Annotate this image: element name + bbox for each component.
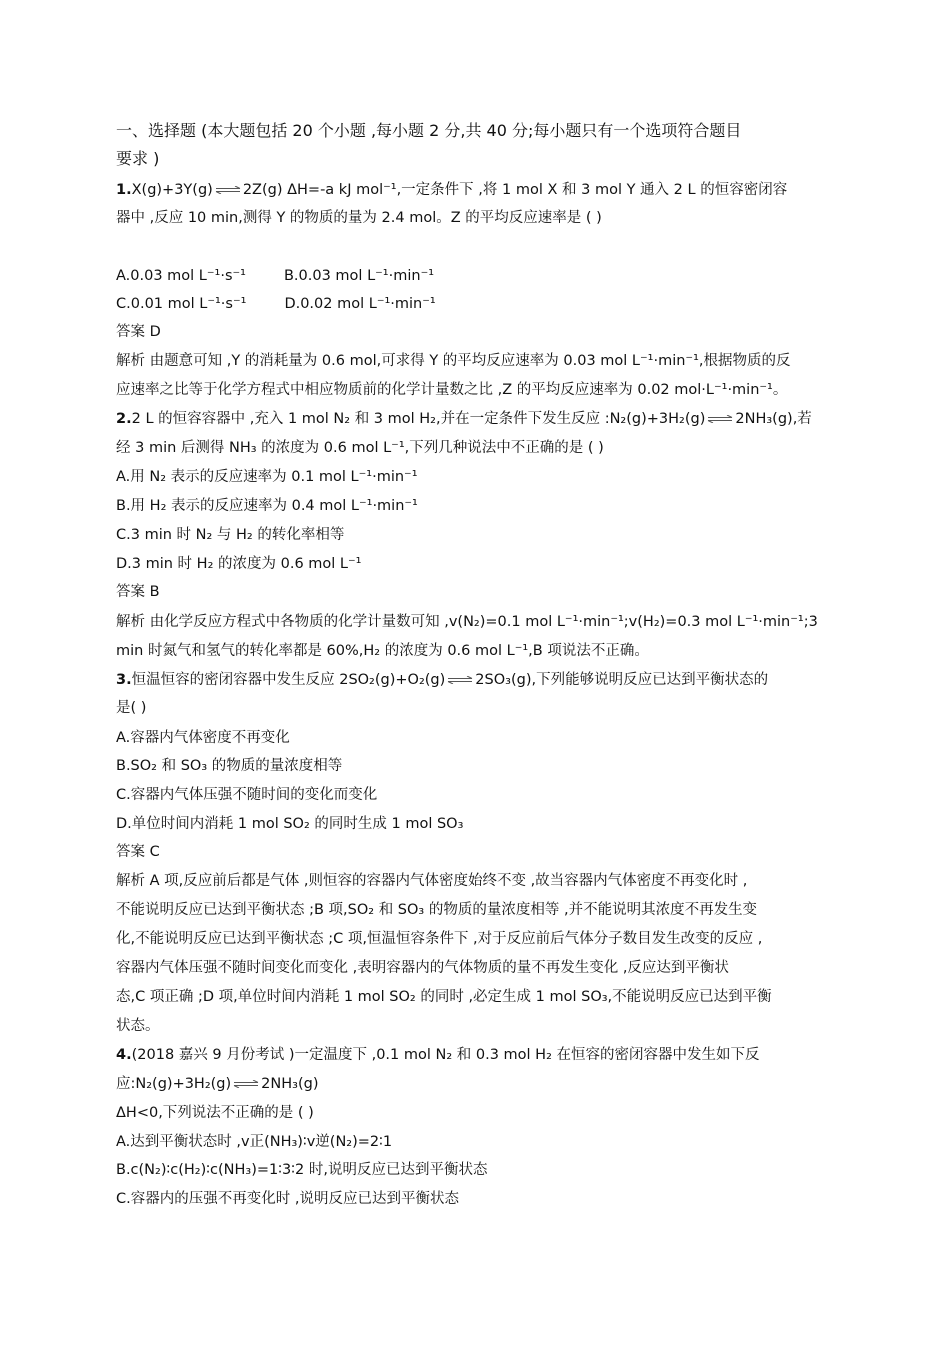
q1-option-d: D.0.02 mol L⁻¹·min⁻¹: [284, 296, 436, 312]
q4-stem-line3: ΔH<0,下列说法不正确的是 ( ): [116, 1105, 314, 1121]
q2-explanation-line2: min 时氮气和氢气的转化率都是 60%,H₂ 的浓度为 0.6 mol L⁻¹,B 项说法不正确。: [116, 643, 649, 659]
q4-option-c: C.容器内的压强不再变化时 ,说明反应已达到平衡状态: [116, 1191, 459, 1207]
q2-stem-part-a: 2 L 的恒容容器中 ,充入 1 mol N₂ 和 3 mol H₂,并在一定条件下发生反应 :N₂(g)+3H₂(g): [131, 411, 706, 427]
q1-option-a: A.0.03 mol L⁻¹·s⁻¹: [116, 268, 246, 284]
q2-stem-line2: 经 3 min 后测得 NH₃ 的浓度为 0.6 mol L⁻¹,下列几种说法中不正确的是 ( ): [116, 440, 604, 456]
equilibrium-arrow-icon: [447, 676, 473, 684]
q1-option-b: B.0.03 mol L⁻¹·min⁻¹: [283, 268, 435, 284]
equilibrium-arrow-icon: [233, 1080, 259, 1088]
q3-explanation-line6: 状态。: [116, 1018, 160, 1034]
q4-number: 4.: [116, 1047, 132, 1063]
q4-stem-part: (2018 嘉兴 9 月份考试 )一定温度下 ,0.1 mol N₂ 和 0.3 mol H₂ 在恒容的密闭容器中发生如下反: [131, 1047, 760, 1063]
q3-option-a: A.容器内气体密度不再变化: [116, 730, 290, 746]
q2-number: 2.: [116, 411, 132, 427]
q4-option-a: A.达到平衡状态时 ,v正(NH₃)∶v逆(N₂)=2∶1: [116, 1134, 393, 1150]
q2-answer: 答案 B: [116, 584, 160, 600]
q1-explanation-line1: 解析 由题意可知 ,Y 的消耗量为 0.6 mol,可求得 Y 的平均反应速率为 0.03 mol L⁻¹·min⁻¹,根据物质的反: [116, 353, 791, 369]
section-header-line1: 一、选择题 (本大题包括 20 个小题 ,每小题 2 分,共 40 分;每小题只有一个选项符合题目: [116, 121, 742, 140]
q1-stem-line2: 器中 ,反应 10 min,测得 Y 的物质的量为 2.4 mol。Z 的平均反应速率是 ( ): [116, 210, 602, 226]
q1-explanation-line2: 应速率之比等于化学方程式中相应物质前的化学计量数之比 ,Z 的平均反应速率为 0.02 mol·L⁻¹·min⁻¹。: [116, 382, 788, 398]
q4-stem-line1: [116, 1045, 760, 1065]
q3-explanation-line5: 态,C 项正确 ;D 项,单位时间内消耗 1 mol SO₂ 的同时 ,必定生成 1 mol SO₃,不能说明反应已达到平衡: [116, 989, 772, 1005]
q4-stem2-part-a: 应:N₂(g)+3H₂(g): [116, 1076, 232, 1092]
q1-stem-line1: [116, 180, 787, 200]
q3-explanation-line4: 容器内气体压强不随时间变化而变化 ,表明容器内的气体物质的量不再发生变化 ,反应达到平衡状: [116, 960, 729, 976]
q2-option-d: D.3 min 时 H₂ 的浓度为 0.6 mol L⁻¹: [116, 556, 362, 572]
section-header-line2: 要求 ): [116, 149, 160, 168]
q1-options-row2: [116, 294, 436, 314]
q2-option-a: A.用 N₂ 表示的反应速率为 0.1 mol L⁻¹·min⁻¹: [116, 469, 418, 485]
q4-stem-line2: [116, 1074, 318, 1094]
q3-stem-part-b: 2SO₃(g),下列能够说明反应已达到平衡状态的: [475, 672, 769, 688]
q3-option-d: D.单位时间内消耗 1 mol SO₂ 的同时生成 1 mol SO₃: [116, 816, 464, 832]
q2-option-b: B.用 H₂ 表示的反应速率为 0.4 mol L⁻¹·min⁻¹: [116, 498, 418, 514]
q3-option-b: B.SO₂ 和 SO₃ 的物质的量浓度相等: [116, 758, 343, 774]
q3-explanation-line3: 化,不能说明反应已达到平衡状态 ;C 项,恒温恒容条件下 ,对于反应前后气体分子数目发生改变的反应 ,: [116, 931, 763, 947]
equilibrium-arrow-icon: [215, 186, 241, 194]
q1-option-c: C.0.01 mol L⁻¹·s⁻¹: [116, 296, 247, 312]
q1-options-row1: [116, 266, 434, 286]
q3-explanation-line1: 解析 A 项,反应前后都是气体 ,则恒容的容器内气体密度始终不变 ,故当容器内气体密度不再变化时 ,: [116, 873, 748, 889]
q2-stem-part-b: 2NH₃(g),若: [735, 411, 812, 427]
q3-answer: 答案 C: [116, 844, 160, 860]
q3-explanation-line2: 不能说明反应已达到平衡状态 ;B 项,SO₂ 和 SO₃ 的物质的量浓度相等 ,并不能说明其浓度不再发生变: [116, 902, 758, 918]
equilibrium-arrow-icon: [707, 415, 733, 423]
q2-option-c: C.3 min 时 N₂ 与 H₂ 的转化率相等: [116, 527, 345, 543]
q1-answer: 答案 D: [116, 324, 161, 340]
q1-stem-part-a: X(g)+3Y(g): [131, 182, 213, 198]
q3-stem-line1: [116, 670, 768, 690]
q4-option-b: B.c(N₂)∶c(H₂)∶c(NH₃)=1∶3∶2 时,说明反应已达到平衡状态: [116, 1162, 488, 1178]
q2-stem-line1: [116, 409, 812, 429]
q1-stem-part-b: 2Z(g) ΔH=-a kJ mol⁻¹,一定条件下 ,将 1 mol X 和 3 mol Y 通入 2 L 的恒容密闭容: [242, 182, 788, 198]
q2-explanation-line1: 解析 由化学反应方程式中各物质的化学计量数可知 ,v(N₂)=0.1 mol L⁻¹·min⁻¹;v(H₂)=0.3 mol L⁻¹·min⁻¹;3: [116, 614, 818, 630]
q3-number: 3.: [116, 672, 132, 688]
q1-number: 1.: [116, 182, 132, 198]
q4-stem2-part-b: 2NH₃(g): [261, 1076, 319, 1092]
q3-stem-line2: 是( ): [116, 700, 147, 716]
q3-stem-part-a: 恒温恒容的密闭容器中发生反应 2SO₂(g)+O₂(g): [131, 672, 446, 688]
q3-option-c: C.容器内气体压强不随时间的变化而变化: [116, 787, 378, 803]
